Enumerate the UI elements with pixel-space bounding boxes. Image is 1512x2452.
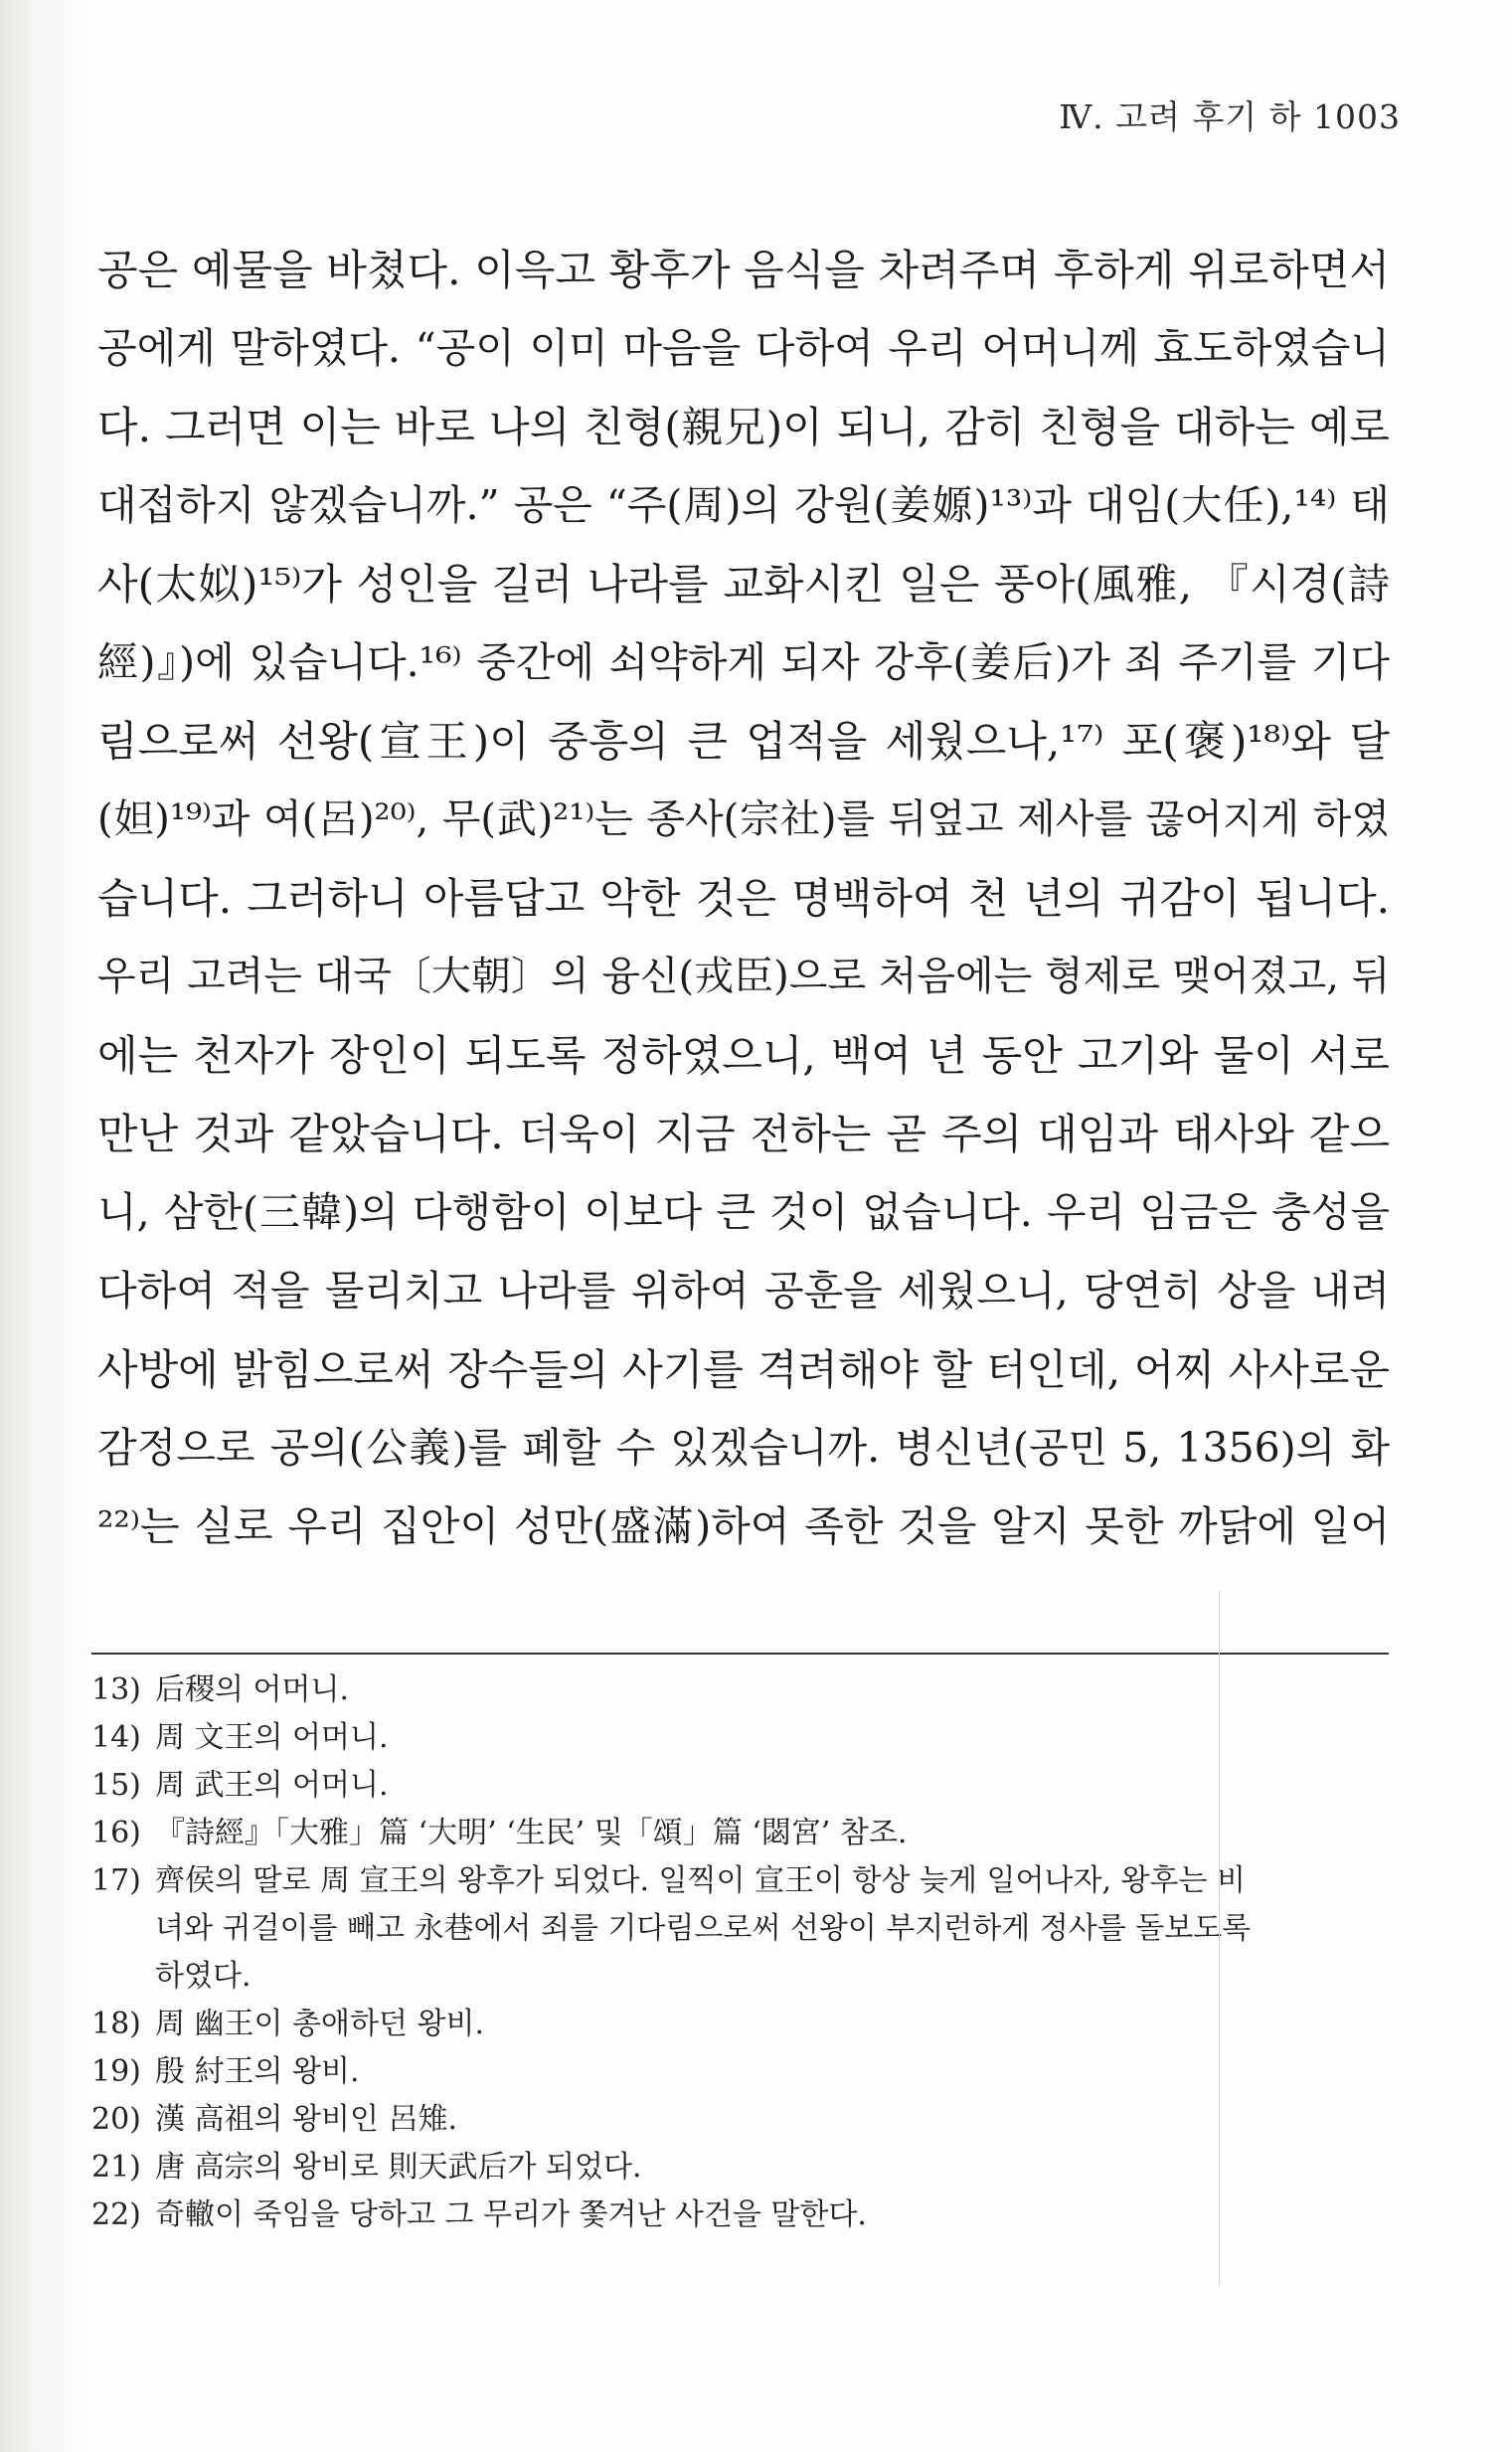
scan-crease-line xyxy=(1219,1591,1220,2287)
text-line: 습니다. 그러하니 아름답고 악한 것은 명백하여 천 년의 귀감이 됩니다. xyxy=(97,874,1390,923)
footnote-number: 21) xyxy=(91,2150,141,2185)
page-edge-shadow xyxy=(0,0,89,2452)
footnote-text: 齊侯의 딸로 周 宣王의 왕후가 되었다. 일찍이 宣王이 항상 늦게 일어나자, 왕후는 비 xyxy=(155,1863,1246,1898)
footnote-text: 奇轍이 죽임을 당하고 그 무리가 쫓겨난 사건을 말한다. xyxy=(155,2197,867,2232)
footnote-number: 20) xyxy=(91,2102,141,2137)
text-line: 에는 천자가 장인이 되도록 정하였으니, 백여 년 동안 고기와 물이 서로 xyxy=(97,1031,1390,1080)
footnote-number: 18) xyxy=(91,2007,141,2041)
footnote-text-block xyxy=(155,1857,1384,2001)
footnote-divider xyxy=(91,1653,1389,1655)
text-line: 만난 것과 같았습니다. 더욱이 지금 전하는 곧 주의 대임과 태사와 같으 xyxy=(97,1110,1390,1158)
footnote-text-continued: 하였다. xyxy=(155,1959,252,1994)
footnote-text: 殷 紂王의 왕비. xyxy=(155,2054,360,2089)
footnote-text: 周 武王의 어머니. xyxy=(155,1768,389,1803)
footnote-number: 17) xyxy=(91,1863,141,1898)
footnote-number: 19) xyxy=(91,2054,141,2089)
footnote xyxy=(91,1857,1384,2001)
running-head: Ⅳ. 고려 후기 하 1003 xyxy=(1059,97,1401,136)
text-line: 공에게 말하였다. “공이 이미 마음을 다하여 우리 어머니께 효도하였습니 xyxy=(97,324,1390,372)
footnote-text: 周 文王의 어머니. xyxy=(155,1720,389,1755)
footnote-number: 15) xyxy=(91,1768,141,1803)
text-line: 림으로써 선왕(宣王)이 중흥의 큰 업적을 세웠으나,¹⁷⁾ 포(褒)¹⁸⁾와 달 xyxy=(97,717,1390,766)
footnote xyxy=(91,1714,1384,1762)
footnote-text-continued: 녀와 귀걸이를 빼고 永巷에서 죄를 기다림으로써 선왕이 부지런하게 정사를 돌보도록 xyxy=(155,1911,1252,1946)
text-line: 공은 예물을 바쳤다. 이윽고 황후가 음식을 차려주며 후하게 위로하면서 xyxy=(97,246,1390,294)
footnote xyxy=(91,1762,1384,1810)
footnote-text: 『詩經』「大雅」篇 ‘大明’ ‘生民’ 및「頌」篇 ‘閟宮’ 참조. xyxy=(155,1816,908,1850)
footnote-number: 14) xyxy=(91,1720,141,1755)
text-line: 다. 그러면 이는 바로 나의 친형(親兄)이 되니, 감히 친형을 대하는 예로 xyxy=(97,403,1390,451)
footnote-number: 13) xyxy=(91,1672,141,1707)
text-line: ²²⁾는 실로 우리 집안이 성만(盛滿)하여 족한 것을 알지 못한 까닭에 일어 xyxy=(97,1502,1390,1550)
footnote xyxy=(91,2001,1384,2048)
text-line: (妲)¹⁹⁾과 여(呂)²⁰⁾, 무(武)²¹⁾는 종사(宗社)를 뒤엎고 제사를 끊어지게 하였 xyxy=(97,796,1390,842)
footnote-text: 后稷의 어머니. xyxy=(155,1672,349,1707)
footnote-text: 唐 高宗의 왕비로 則天武后가 되었다. xyxy=(155,2150,642,2185)
text-line: 대접하지 않겠습니까.” 공은 “주(周)의 강원(姜嫄)¹³⁾과 대임(大任),¹⁴⁾ 태 xyxy=(97,481,1390,529)
footnote-text: 周 幽王이 총애하던 왕비. xyxy=(155,2007,485,2041)
text-line: 經)』)에 있습니다.¹⁶⁾ 중간에 쇠약하게 되자 강후(姜后)가 죄 주기를 기다 xyxy=(97,638,1390,686)
text-line: 사(太姒)¹⁵⁾가 성인을 길러 나라를 교화시킨 일은 풍아(風雅, 『시경(詩 xyxy=(97,560,1390,609)
text-line: 사방에 밝힘으로써 장수들의 사기를 격려해야 할 터인데, 어찌 사사로운 xyxy=(97,1345,1390,1394)
footnote xyxy=(91,1810,1384,1857)
main-text xyxy=(97,231,1390,1566)
footnote-number: 16) xyxy=(91,1816,141,1850)
text-line: 다하여 적을 물리치고 나라를 위하여 공훈을 세웠으니, 당연히 상을 내려 xyxy=(97,1267,1390,1314)
footnote xyxy=(91,2096,1384,2144)
footnote xyxy=(91,2048,1384,2096)
footnote xyxy=(91,2144,1384,2191)
footnote-text: 漢 高祖의 왕비인 呂雉. xyxy=(155,2102,458,2137)
footnote xyxy=(91,1666,1384,1714)
text-line: 감정으로 공의(公義)를 폐할 수 있겠습니까. 병신년(공민 5, 1356)의 화 xyxy=(97,1424,1390,1472)
text-line: 니, 삼한(三韓)의 다행함이 이보다 큰 것이 없습니다. 우리 임금은 충성을 xyxy=(97,1188,1390,1236)
text-line: 우리 고려는 대국〔大朝〕의 융신(戎臣)으로 처음에는 형제로 맺어졌고, 뒤 xyxy=(97,954,1391,999)
footnote xyxy=(91,2191,1384,2239)
footnotes xyxy=(91,1666,1384,2239)
footnote-number: 22) xyxy=(91,2197,141,2232)
